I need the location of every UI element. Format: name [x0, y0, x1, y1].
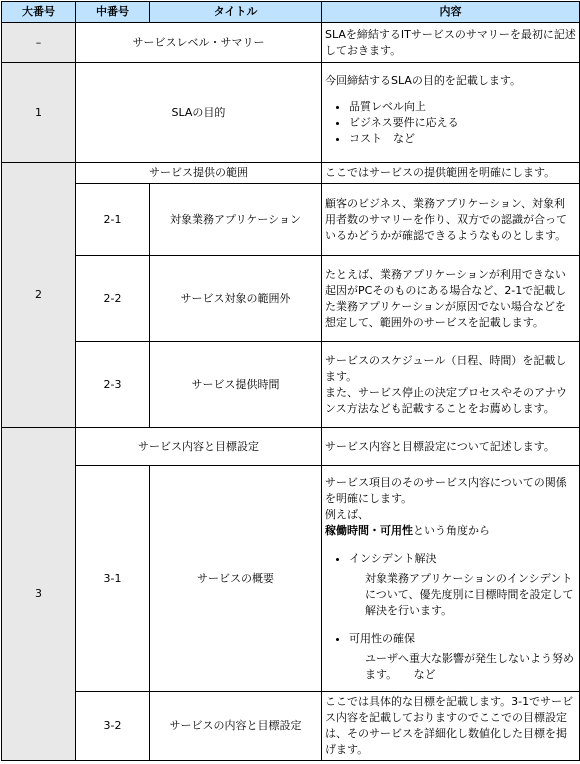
focus-line: [325, 523, 576, 539]
row-content: たとえば、業務アプリケーションが利用できない起因がPCそのものにある場合など、2-1で記載した業務アプリケーションが原因でない場合などを想定して、範囲外のサービスを記載します。: [322, 256, 580, 342]
table-row: [2, 692, 580, 761]
mid-number: 2-2: [76, 256, 150, 342]
row-title: サービスの概要: [150, 466, 322, 692]
row-content: [322, 342, 580, 428]
header-row: [2, 2, 580, 23]
sub-item-description: ユーザへ重大な影響が発生しないよう努めます。 など: [365, 651, 574, 681]
table-row: [2, 23, 580, 63]
row-content: ここでは具体的な目標を記載します。3-1でサービス内容を記載しておりますのでここでの目標設定は、そのサービスを詳細化し数値化した目標を掲げます。: [322, 692, 580, 761]
content-text: 今回締結するSLAの目的を記載します。: [325, 73, 522, 87]
purpose-list: [349, 99, 576, 147]
row-title: サービスレベル・サマリー: [76, 23, 322, 63]
row-title: サービス提供の範囲: [76, 163, 322, 184]
focus-rest: という角度から: [413, 523, 490, 537]
row-title: サービス対象の範囲外: [150, 256, 322, 342]
row-content: [322, 466, 580, 692]
row-content: [322, 63, 580, 163]
header-major: 大番号: [2, 2, 76, 23]
content-text: サービス項目のそのサービス内容についての関係を明確にします。: [325, 475, 567, 505]
major-number: 2: [2, 163, 76, 428]
row-title: 対象業務アプリケーション: [150, 184, 322, 256]
major-number: 1: [2, 63, 76, 163]
row-content: 顧客のビジネス、業務アプリケーション、対象利用者数のサマリーを作り、双方での認識が合っているかどうかが確認できるようなものとします。: [322, 184, 580, 256]
list-item: • ビジネス要件に応える: [349, 115, 576, 131]
table-row: [2, 256, 580, 342]
list-item: • 品質レベル向上: [349, 99, 576, 115]
table-row: [2, 184, 580, 256]
sla-table: [1, 1, 580, 761]
content-text: サービスのスケジュール（日程、時間）を記載します。: [325, 353, 567, 383]
header-title: タイトル: [150, 2, 322, 23]
row-title: SLAの目的: [76, 63, 322, 163]
header-mid: 中番号: [76, 2, 150, 23]
row-title: サービス提供時間: [150, 342, 322, 428]
table-row: [2, 163, 580, 184]
table-row: [2, 466, 580, 692]
mid-number: 3-1: [76, 466, 150, 692]
row-content: SLAを締結するITサービスのサマリーを最初に記述しておきます。: [322, 23, 580, 63]
content-text: また、サービス停止の決定プロセスやそのアナウンス方法なども記載することをお薦めします。: [325, 385, 567, 415]
table-row: [2, 342, 580, 428]
header-content: 内容: [322, 2, 580, 23]
major-number: 3: [2, 428, 76, 761]
focus-bold: 稼働時間・可用性: [325, 523, 413, 537]
mid-number: 2-1: [76, 184, 150, 256]
row-content: サービス内容と目標設定について記述します。: [322, 428, 580, 466]
row-title: サービスの内容と目標設定: [150, 692, 322, 761]
mid-number: 3-2: [76, 692, 150, 761]
table-row: [2, 63, 580, 163]
list-item: • コスト など: [349, 131, 576, 147]
table-row: [2, 428, 580, 466]
sub-item-description: 対象業務アプリケーションのインシデントについて、優先度別に目標時間を設定して解決を行います。: [365, 571, 574, 617]
major-number: –: [2, 23, 76, 63]
mid-number: 2-3: [76, 342, 150, 428]
row-content: ここではサービスの提供範囲を明確にします。: [322, 163, 580, 184]
row-title: サービス内容と目標設定: [76, 428, 322, 466]
sub-item-heading: 可用性の確保: [349, 631, 415, 645]
content-text: 例えば、: [325, 507, 369, 521]
sub-item-heading: インシデント解決: [349, 551, 437, 565]
